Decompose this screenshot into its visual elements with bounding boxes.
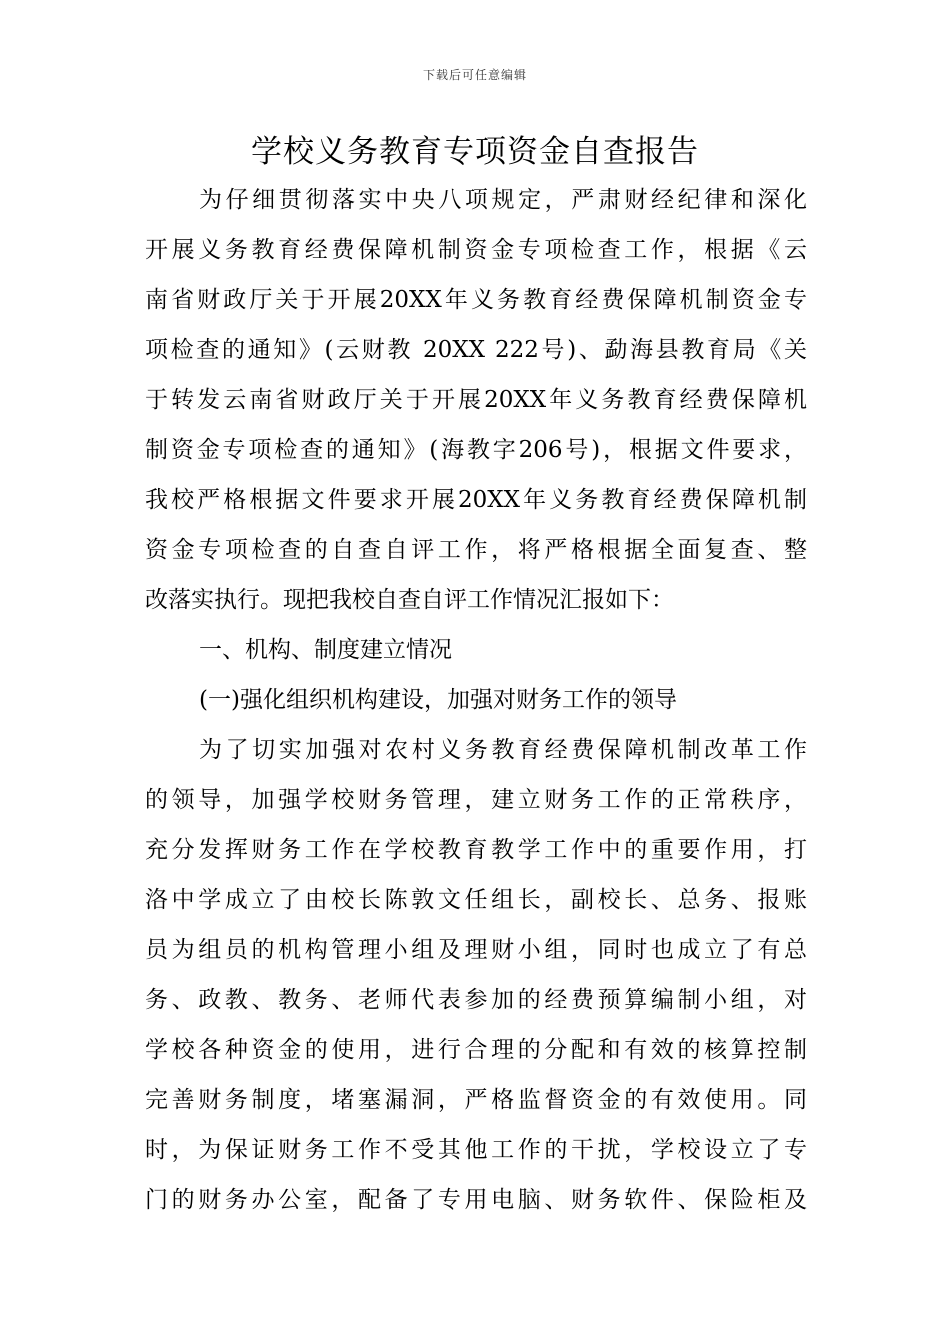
body-line: 门的财务办公室，配备了专用电脑、财务软件、保险柜及	[145, 1187, 807, 1213]
body-line: 时，为保证财务工作不受其他工作的干扰，学校设立了专	[145, 1137, 807, 1163]
section-heading: 一、机构、制度建立情况	[199, 637, 452, 663]
body-line: 为了切实加强对农村义务教育经费保障机制改革工作	[199, 737, 807, 763]
body-line: 洛中学成立了由校长陈敦文任组长，副校长、总务、报账	[145, 887, 807, 913]
body-line: 完善财务制度，堵塞漏洞，严格监督资金的有效使用。同	[145, 1087, 807, 1113]
body-line: 为仔细贯彻落实中央八项规定，严肃财经纪律和深化	[199, 187, 807, 213]
body-line: 南省财政厅关于开展20XX年义务教育经费保障机制资金专	[145, 287, 807, 313]
download-note: 下载后可任意编辑	[422, 68, 527, 82]
body-line: 于转发云南省财政厅关于开展20XX年义务教育经费保障机	[145, 387, 807, 413]
subsection-heading: (一)强化组织机构建设，加强对财务工作的领导	[199, 687, 677, 713]
body-line: 员为组员的机构管理小组及理财小组，同时也成立了有总	[145, 937, 807, 963]
document-title: 学校义务教育专项资金自查报告	[251, 134, 699, 170]
body-line: 务、政教、教务、老师代表参加的经费预算编制小组，对	[145, 987, 807, 1013]
body-line: 学校各种资金的使用，进行合理的分配和有效的核算控制	[145, 1037, 807, 1063]
body-line: 开展义务教育经费保障机制资金专项检查工作，根据《云	[145, 237, 807, 263]
body-line: 制资金专项检查的通知》(海教字206号)，根据文件要求，	[145, 437, 807, 463]
body-line: 项检查的通知》(云财教 20XX 222号)、勐海县教育局《关	[145, 337, 807, 363]
body-line: 资金专项检查的自查自评工作，将严格根据全面复查、整	[145, 537, 807, 563]
body-line: 我校严格根据文件要求开展20XX年义务教育经费保障机制	[145, 487, 807, 513]
body-line: 改落实执行。现把我校自查自评工作情况汇报如下：	[145, 587, 674, 613]
body-line: 充分发挥财务工作在学校教育教学工作中的重要作用，打	[145, 837, 807, 863]
document-body	[145, 175, 807, 1225]
body-line: 的领导，加强学校财务管理，建立财务工作的正常秩序，	[145, 787, 807, 813]
